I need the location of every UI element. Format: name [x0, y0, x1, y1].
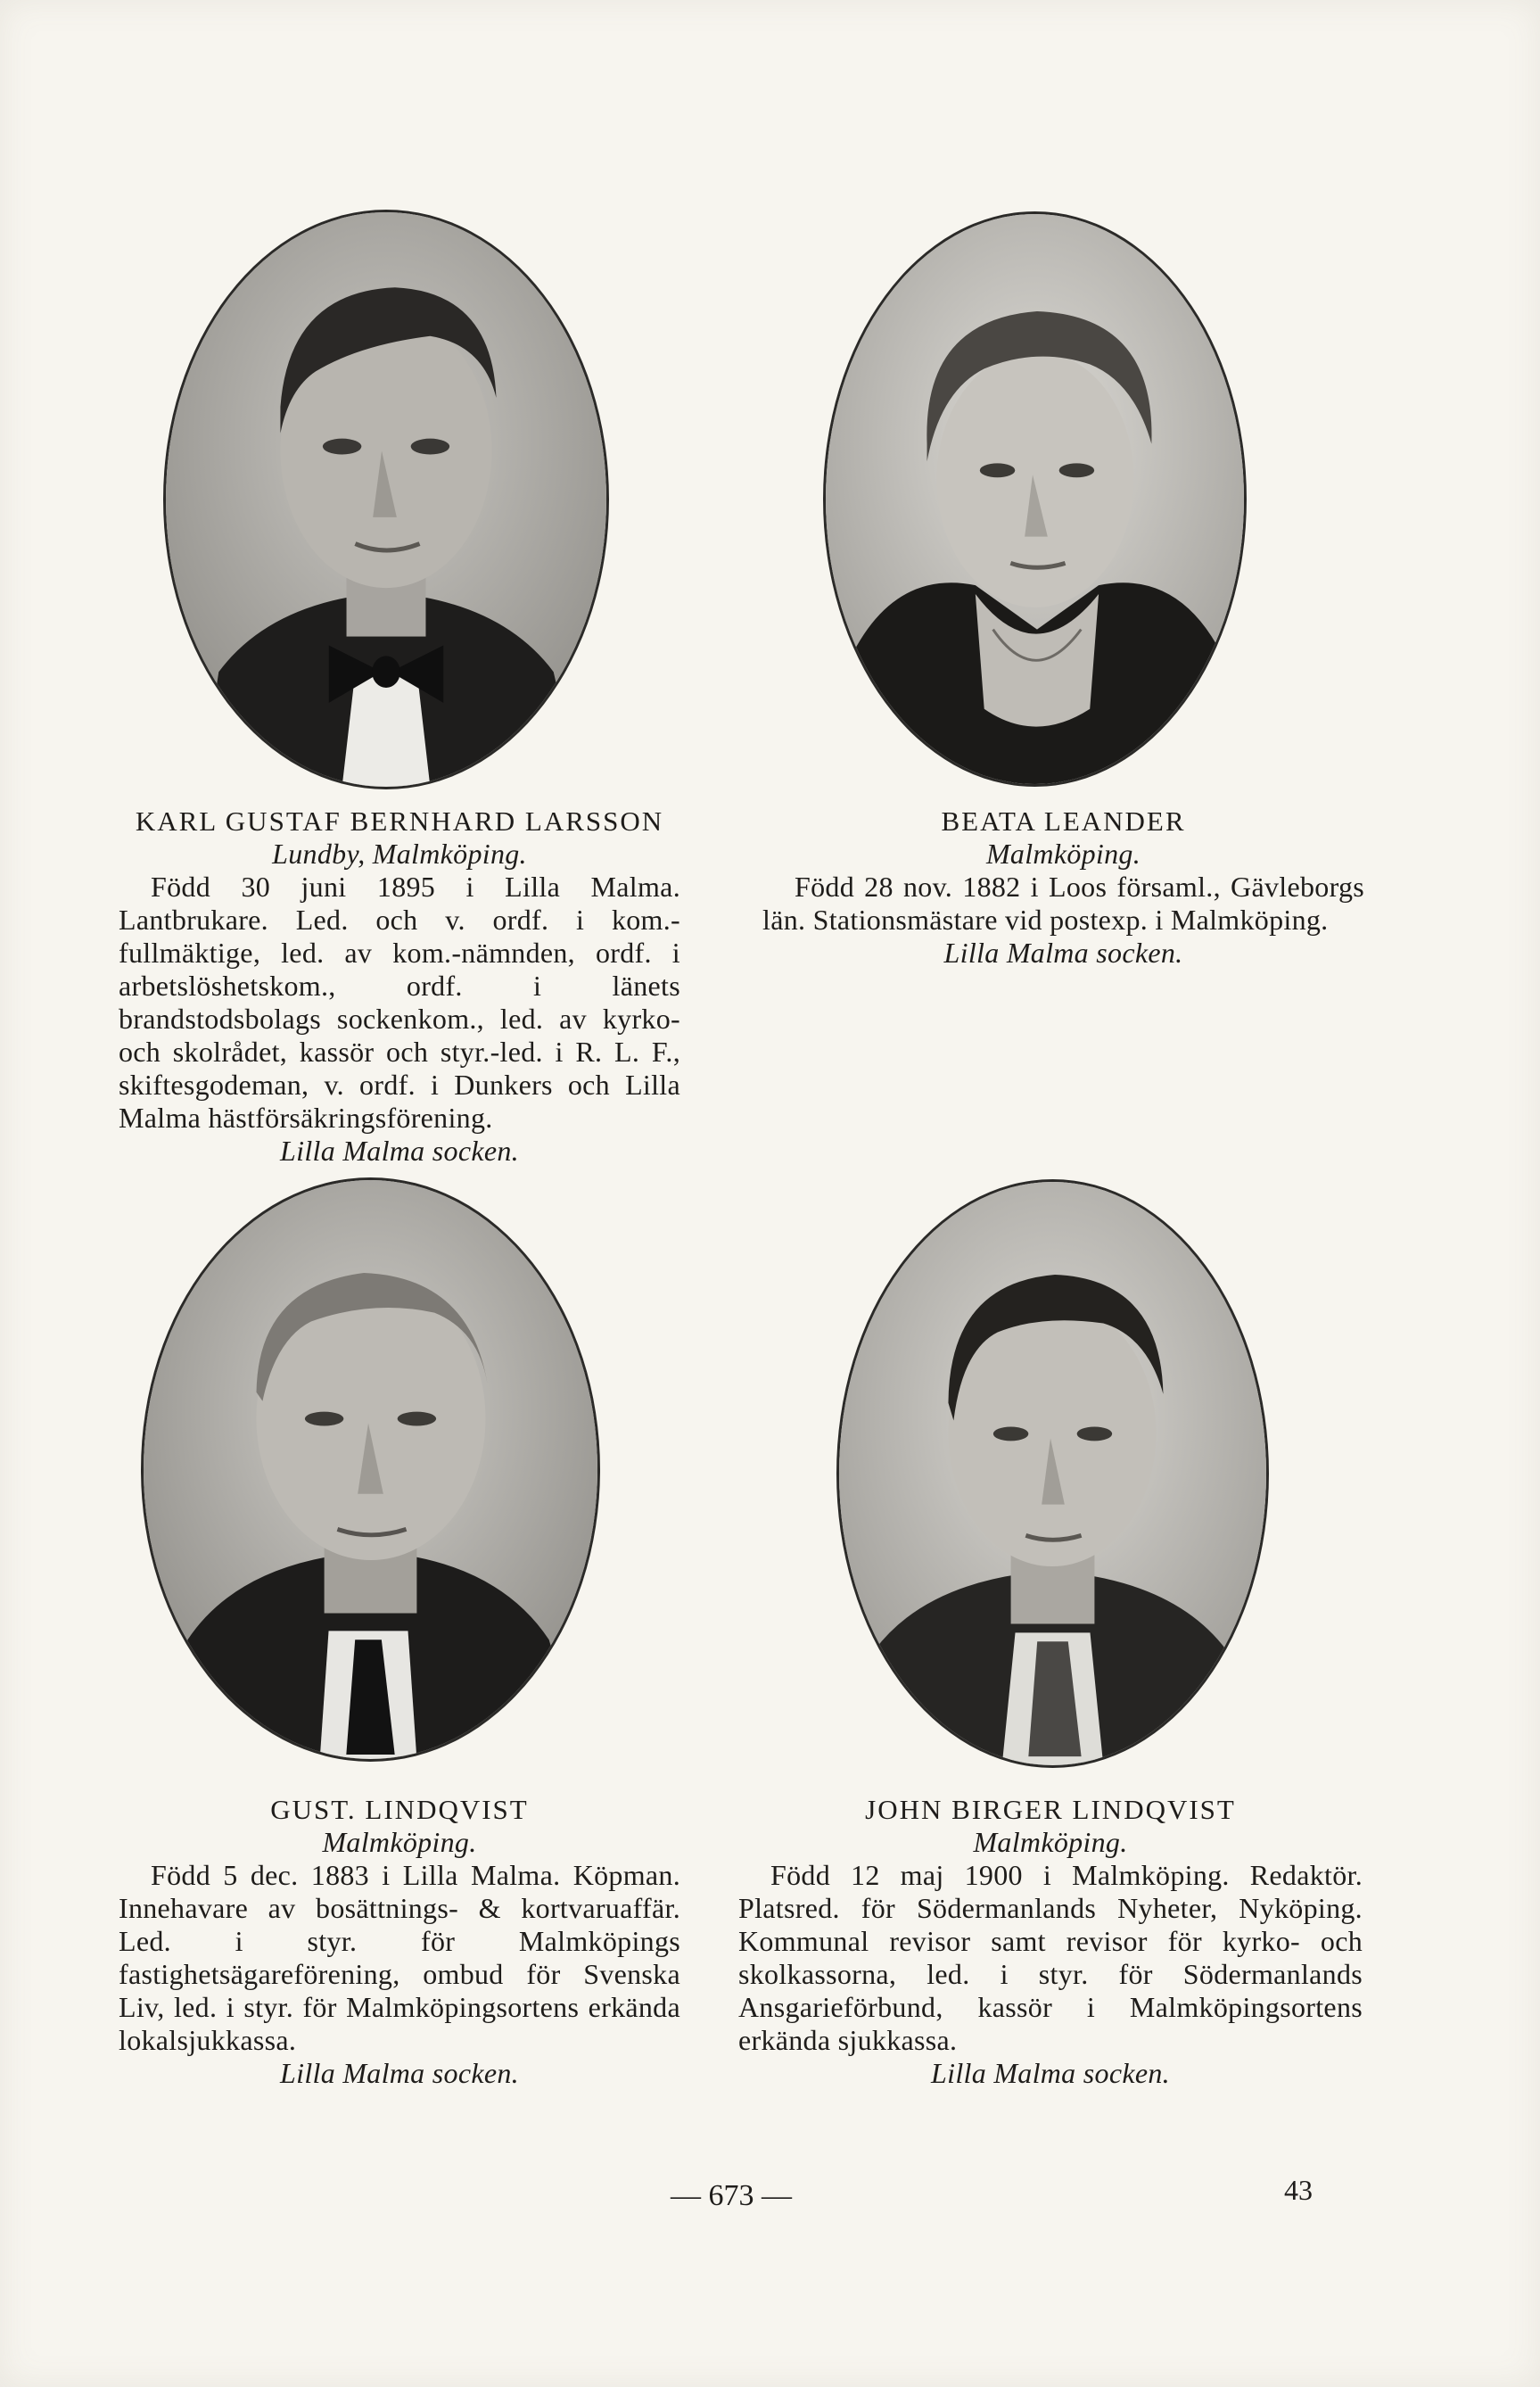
portrait-larsson [163, 210, 609, 789]
entry-place: Malmköping. [985, 838, 1141, 870]
entry-bio: Född 5 dec. 1883 i Lilla Malma. Köpman. Innehavare av bosättnings- & kortvaruaffär. Led. i styr. för Malmköpings fastighetsägareförening, ombud för Svenska Liv, led. i styr. för Malmköpingsortens erkända lokalsjukkassa. [119, 1859, 680, 2056]
entry-name: BEATA LEANDER [941, 805, 1186, 837]
entry-name: GUST. LINDQVIST [270, 1794, 529, 1825]
portrait-gust-lindqvist [141, 1177, 600, 1762]
entry-place: Malmköping. [973, 1826, 1128, 1858]
entry-parish: Lilla Malma socken. [931, 2057, 1170, 2089]
entry-name: KARL GUSTAF BERNHARD LARSSON [135, 805, 664, 837]
entry-name: JOHN BIRGER LINDQVIST [865, 1794, 1236, 1825]
portrait-john-lindqvist [836, 1179, 1269, 1768]
entry-place: Malmköping. [322, 1826, 477, 1858]
entry-leander [762, 805, 1364, 970]
entry-larsson [119, 805, 680, 1168]
entry-parish: Lilla Malma socken. [280, 2057, 519, 2089]
sheet-number: 43 [1284, 2174, 1313, 2206]
entry-bio: Född 12 maj 1900 i Malmköping. Redaktör. Platsred. för Södermanlands Nyheter, Nyköping. Kommunal revisor samt revisor för kyrko- och skolkassorna, led. i styr. för Södermanlands Ansgarieförbund, kassör i Malmköpingsortens erkända sjukkassa. [738, 1859, 1363, 2056]
entry-parish: Lilla Malma socken. [943, 937, 1183, 969]
portrait-leander [823, 211, 1247, 787]
entry-parish: Lilla Malma socken. [280, 1135, 519, 1167]
entry-gust-lindqvist [119, 1793, 680, 2090]
entry-bio: Född 28 nov. 1882 i Loos församl., Gävleborgs län. Stationsmästare vid postexp. i Malmköping. [762, 871, 1364, 936]
page-number: — 673 — [671, 2179, 792, 2212]
entry-john-lindqvist [738, 1793, 1363, 2090]
entry-place: Lundby, Malmköping. [272, 838, 527, 870]
entry-bio: Född 30 juni 1895 i Lilla Malma. Lantbrukare. Led. och v. ordf. i kom.-fullmäktige, led. av kom.-nämnden, ordf. i arbetslöshetskom., ordf. i länets brandstodsbolags sockenkom., led. av kyrko- och skolrådet, kassör och styr.-led. i R. L. F., skiftesgodeman, v. ordf. i Dunkers och Lilla Malma hästförsäkringsförening. [119, 871, 680, 1134]
